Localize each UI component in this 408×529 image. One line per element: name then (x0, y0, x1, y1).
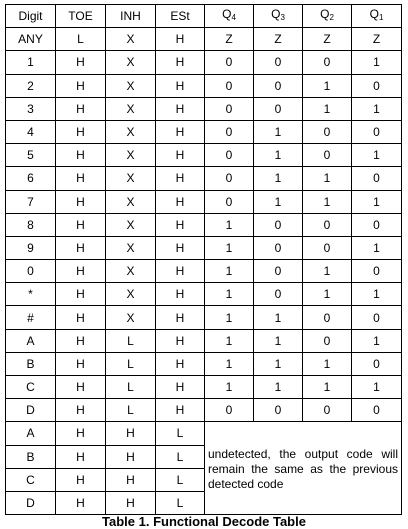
table-cell: H (156, 74, 205, 97)
table-row (6, 167, 402, 190)
table-cell: 6 (6, 167, 56, 190)
column-header-label: TOE (68, 9, 93, 24)
table-row (6, 306, 402, 329)
table-cell: 0 (254, 51, 303, 74)
table-cell: H (156, 213, 205, 236)
table-cell: X (106, 236, 156, 259)
table-cell: 0 (254, 236, 303, 259)
table-cell: X (106, 190, 156, 213)
table-cell: 9 (6, 236, 56, 259)
table-cell: H (56, 329, 106, 352)
table-cell: 0 (254, 399, 303, 422)
table-cell: Z (303, 28, 352, 51)
table-cell: 7 (6, 190, 56, 213)
table-cell: 1 (254, 167, 303, 190)
table-cell: 0 (205, 74, 254, 97)
table-cell: A (6, 329, 56, 352)
table-cell: H (156, 190, 205, 213)
table-cell: 2 (6, 74, 56, 97)
table-cell: L (106, 329, 156, 352)
table-cell: L (156, 422, 205, 445)
column-header-subscript: 4 (231, 13, 236, 23)
table-cell: X (106, 144, 156, 167)
table-cell: 1 (205, 236, 254, 259)
column-header (352, 5, 402, 28)
table-cell: H (56, 120, 106, 143)
table-cell: H (156, 144, 205, 167)
table-cell: 1 (303, 376, 352, 399)
table-cell: 1 (303, 260, 352, 283)
table-cell: H (56, 74, 106, 97)
table-row (6, 376, 402, 399)
table-cell: 0 (352, 120, 402, 143)
table-cell: X (106, 283, 156, 306)
table-cell: 1 (205, 329, 254, 352)
table-cell: H (56, 352, 106, 375)
table-cell: H (56, 491, 106, 514)
table-cell: 1 (352, 51, 402, 74)
table-cell: 1 (205, 283, 254, 306)
table-cell: 1 (254, 190, 303, 213)
table-cell: 1 (254, 329, 303, 352)
table-cell: H (156, 120, 205, 143)
table-cell: X (106, 213, 156, 236)
table-cell: H (106, 491, 156, 514)
table-cell: H (156, 97, 205, 120)
column-header-subscript: 2 (329, 13, 334, 23)
table-cell: L (156, 468, 205, 491)
column-header-subscript: 3 (280, 13, 285, 23)
table-cell: H (156, 329, 205, 352)
table-cell: H (156, 51, 205, 74)
table-cell: H (56, 236, 106, 259)
table-row (6, 399, 402, 422)
table-cell: 1 (352, 376, 402, 399)
table-row (6, 97, 402, 120)
table-cell: 0 (254, 260, 303, 283)
table-cell: 1 (6, 51, 56, 74)
table-cell: 1 (254, 306, 303, 329)
table-cell: 1 (352, 144, 402, 167)
table-cell: H (156, 352, 205, 375)
column-header-label: ESt (170, 9, 190, 24)
table-cell: 1 (352, 97, 402, 120)
table-row (6, 236, 402, 259)
table-cell: 0 (303, 306, 352, 329)
column-header-label: Digit (18, 9, 43, 24)
table-cell: H (56, 422, 106, 445)
table-cell: # (6, 306, 56, 329)
table-cell: A (6, 422, 56, 445)
table-row (6, 51, 402, 74)
table-row (6, 190, 402, 213)
table-cell: X (106, 120, 156, 143)
table-cell: 5 (6, 144, 56, 167)
table-row (6, 283, 402, 306)
table-cell: 0 (205, 97, 254, 120)
table-cell: Z (205, 28, 254, 51)
table-cell: 1 (205, 352, 254, 375)
table-cell: X (106, 260, 156, 283)
table-row (6, 213, 402, 236)
table-cell: H (106, 445, 156, 468)
table-cell: L (156, 491, 205, 514)
table-cell: L (106, 399, 156, 422)
column-header (156, 5, 205, 28)
table-cell: 0 (352, 399, 402, 422)
table-cell: ANY (6, 28, 56, 51)
table-cell: D (6, 491, 56, 514)
table-cell: H (156, 28, 205, 51)
table-cell: 0 (352, 260, 402, 283)
table-cell: H (56, 213, 106, 236)
table-cell: 1 (303, 74, 352, 97)
table-cell: 1 (352, 236, 402, 259)
table-cell: X (106, 74, 156, 97)
table-cell: 1 (205, 306, 254, 329)
table-row (6, 144, 402, 167)
table-cell: 0 (205, 51, 254, 74)
table-cell: Z (254, 28, 303, 51)
table-cell: L (156, 445, 205, 468)
column-header-label: Q (369, 7, 379, 22)
table-cell: 8 (6, 213, 56, 236)
table-cell: * (6, 283, 56, 306)
table-cell: 0 (205, 167, 254, 190)
table-cell: B (6, 445, 56, 468)
table-cell: H (56, 376, 106, 399)
table-cell: 1 (254, 376, 303, 399)
table-cell: 1 (303, 167, 352, 190)
table-cell: H (56, 445, 106, 468)
table-cell: H (156, 399, 205, 422)
table-cell: 0 (303, 51, 352, 74)
functional-decode-table (5, 4, 402, 515)
column-header (106, 5, 156, 28)
column-header (56, 5, 106, 28)
table-cell: Z (352, 28, 402, 51)
table-cell: 0 (352, 74, 402, 97)
table-cell: H (56, 260, 106, 283)
column-header-label: Q (320, 7, 330, 22)
table-row (6, 28, 402, 51)
column-header-label: INH (120, 9, 141, 24)
table-row (6, 422, 402, 445)
table-cell: X (106, 97, 156, 120)
table-row (6, 260, 402, 283)
table-cell: 1 (205, 213, 254, 236)
table-cell: H (156, 260, 205, 283)
table-cell: H (56, 468, 106, 491)
table-cell: 4 (6, 120, 56, 143)
table-cell: H (56, 283, 106, 306)
table-cell: 0 (254, 97, 303, 120)
table-cell: H (156, 306, 205, 329)
header-row (6, 5, 402, 28)
column-header-label: Q (222, 7, 232, 22)
column-header-subscript: 1 (378, 13, 384, 23)
inhibit-note: undetected, the output code will remain the same as the previous detected code (205, 422, 402, 515)
table-row (6, 352, 402, 375)
table-cell: 0 (303, 399, 352, 422)
table-cell: 1 (303, 190, 352, 213)
table-cell: 0 (254, 213, 303, 236)
table-cell: H (106, 422, 156, 445)
table-cell: X (106, 28, 156, 51)
table-cell: L (56, 28, 106, 51)
table-row (6, 74, 402, 97)
table-cell: H (56, 97, 106, 120)
table-cell: 0 (205, 120, 254, 143)
table-cell: 0 (205, 144, 254, 167)
table-cell: 1 (303, 352, 352, 375)
table-cell: 0 (352, 352, 402, 375)
table-cell: 1 (352, 283, 402, 306)
table-cell: 1 (254, 144, 303, 167)
table-row (6, 120, 402, 143)
table-cell: 0 (254, 283, 303, 306)
table-cell: 1 (303, 97, 352, 120)
table-cell: 3 (6, 97, 56, 120)
table-cell: 1 (205, 376, 254, 399)
table-cell: H (156, 376, 205, 399)
table-cell: 0 (303, 144, 352, 167)
table-cell: 0 (303, 213, 352, 236)
table-cell: 1 (352, 329, 402, 352)
table-cell: 0 (352, 167, 402, 190)
table-cell: 0 (352, 213, 402, 236)
column-header-label: Q (271, 7, 281, 22)
table-cell: H (56, 399, 106, 422)
table-cell: 0 (352, 306, 402, 329)
table-cell: H (156, 236, 205, 259)
table-cell: L (106, 352, 156, 375)
table-cell: H (156, 283, 205, 306)
table-cell: H (56, 190, 106, 213)
table-cell: H (56, 144, 106, 167)
table-cell: 1 (254, 120, 303, 143)
table-cell: 0 (205, 190, 254, 213)
table-cell: B (6, 352, 56, 375)
table-cell: 1 (254, 352, 303, 375)
table-cell: C (6, 376, 56, 399)
table-cell: 0 (303, 329, 352, 352)
table-cell: X (106, 51, 156, 74)
table-cell: C (6, 468, 56, 491)
table-cell: H (106, 468, 156, 491)
table-cell: D (6, 399, 56, 422)
table-row (6, 329, 402, 352)
table-cell: 0 (254, 74, 303, 97)
column-header (205, 5, 254, 28)
table-cell: 1 (352, 190, 402, 213)
column-header (303, 5, 352, 28)
table-cell: 0 (303, 236, 352, 259)
column-header (6, 5, 56, 28)
table-cell: X (106, 306, 156, 329)
table-cell: X (106, 167, 156, 190)
table-cell: 0 (6, 260, 56, 283)
column-header (254, 5, 303, 28)
table-cell: H (56, 167, 106, 190)
table-cell: 0 (303, 120, 352, 143)
table-body (6, 28, 402, 515)
table-cell: L (106, 376, 156, 399)
table-cell: H (56, 306, 106, 329)
table-cell: 1 (205, 260, 254, 283)
table-cell: H (56, 51, 106, 74)
table-caption: Table 1. Functional Decode Table (102, 514, 306, 529)
table-cell: H (156, 167, 205, 190)
table-cell: 1 (303, 283, 352, 306)
table-cell: 0 (205, 399, 254, 422)
